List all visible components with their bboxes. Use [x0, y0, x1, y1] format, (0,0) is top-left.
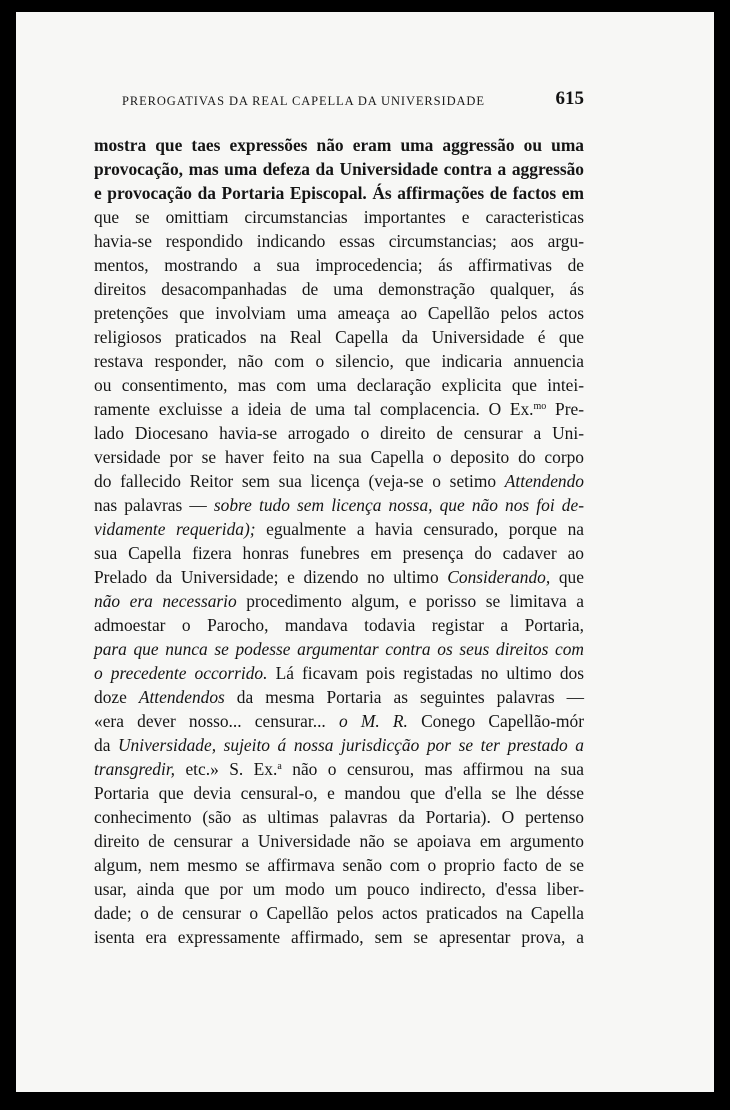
text-line	[94, 397, 584, 421]
text-line	[94, 565, 584, 589]
text-run: usar, ainda que por um modo um pouco indirecto, d'essa liber-	[94, 879, 584, 899]
text-run: sobre tudo sem licença nossa, que não nos foi de-	[213, 495, 584, 515]
text-line	[94, 685, 584, 709]
text-line	[94, 157, 584, 181]
text-run: algum, nem mesmo se affirmava senão com o proprio facto de se	[94, 855, 584, 875]
text-line	[94, 541, 584, 565]
text-run: que se omittiam circumstancias importantes e caracteristicas	[94, 207, 584, 227]
running-title: PREROGATIVAS DA REAL CAPELLA DA UNIVERSIDADE	[122, 94, 485, 108]
text-run: sua Capella fizera honras funebres em presença do cadaver ao	[94, 543, 584, 563]
text-line	[94, 325, 584, 349]
text-run: Lá ficavam pois registadas no ultimo dos	[267, 663, 584, 683]
text-line	[94, 277, 584, 301]
text-run: ou consentimento, mas com uma declaração explicita que intei-	[94, 375, 584, 395]
book-page	[16, 12, 714, 1092]
text-run: isenta era expressamente affirmado, sem se apresentar prova, a	[94, 927, 584, 947]
text-run: egualmente a havia censurado, porque na	[255, 519, 585, 539]
text-run: vidamente requerida);	[94, 519, 256, 539]
text-run: restava responder, não com o silencio, que indicaria annuencia	[94, 351, 584, 371]
text-run: doze	[94, 687, 139, 707]
text-line	[94, 661, 584, 685]
text-run: havia-se respondido indicando essas circumstancias; aos argu-	[94, 231, 584, 251]
text-run: admoestar o Parocho, mandava todavia registar a Portaria,	[94, 615, 584, 635]
text-run: para que nunca se podesse argumentar contra os seus direitos com	[94, 639, 584, 659]
text-run: procedimento algum, e porisso se limitava a	[236, 591, 584, 611]
text-line	[94, 781, 584, 805]
text-run: pretenções que involviam uma ameaça ao Capellão pelos actos	[94, 303, 584, 323]
text-run: dade; o de censurar o Capellão pelos actos praticados na Capella	[94, 903, 584, 923]
text-run: não era necessario	[94, 591, 237, 611]
text-line	[94, 181, 584, 205]
text-line	[94, 229, 584, 253]
text-line	[94, 469, 584, 493]
text-run: mo	[533, 401, 547, 412]
text-line	[94, 349, 584, 373]
text-run: direitos desacompanhadas de uma demonstração qualquer, ás	[94, 279, 584, 299]
text-line	[94, 709, 584, 733]
page-number: 615	[555, 88, 584, 109]
text-line	[94, 133, 584, 157]
text-run: transgredir,	[94, 759, 176, 779]
text-line	[94, 421, 584, 445]
text-run: não o censurou, mas affirmou na sua	[281, 759, 584, 779]
text-run: conhecimento (são as ultimas palavras da Portaria). O pertenso	[94, 807, 584, 827]
text-run: mostra que taes expressões não eram uma aggressão ou uma	[94, 135, 584, 155]
text-run: do fallecido Reitor sem sua licença (veja-se o setimo	[94, 471, 505, 491]
text-run: «era dever nosso... censurar...	[94, 711, 339, 731]
text-line	[94, 613, 584, 637]
running-header	[92, 88, 584, 114]
text-line	[94, 901, 584, 925]
text-line	[94, 877, 584, 901]
text-line	[94, 253, 584, 277]
text-run: e provocação da Portaria Episcopal. Ás affirmações de factos em	[94, 183, 584, 203]
text-line	[94, 517, 584, 541]
text-run: a	[277, 761, 282, 772]
text-line	[94, 733, 584, 757]
text-run: Pre-	[546, 399, 584, 419]
text-run: Universidade, sujeito á nossa jurisdicção por se ter prestado a	[118, 735, 585, 755]
text-line	[94, 493, 584, 517]
text-run: ramente excluisse a ideia de uma tal complacencia. O Ex.	[94, 399, 534, 419]
text-line	[94, 589, 584, 613]
body-text	[94, 133, 584, 949]
text-run: da	[94, 735, 118, 755]
text-run: que	[550, 567, 584, 587]
text-run: mentos, mostrando a sua improcedencia; ás affirmativas de	[94, 255, 584, 275]
text-run: Attendendos	[138, 687, 225, 707]
text-run: versidade por se haver feito na sua Capella o deposito do corpo	[94, 447, 584, 467]
text-run: Conego Capellão-mór	[407, 711, 584, 731]
text-run: Considerando,	[447, 567, 551, 587]
text-line	[94, 445, 584, 469]
text-line	[94, 757, 584, 781]
text-line	[94, 805, 584, 829]
text-run: o M. R.	[338, 711, 408, 731]
text-run: Attendendo	[504, 471, 584, 491]
text-run: o precedente occorrido.	[94, 663, 268, 683]
text-run: nas palavras —	[94, 495, 214, 515]
text-line	[94, 829, 584, 853]
text-run: Portaria que devia censural-o, e mandou que d'ella se lhe désse	[94, 783, 584, 803]
text-line	[94, 301, 584, 325]
text-line	[94, 853, 584, 877]
text-run: direito de censurar a Universidade não se apoiava em argumento	[94, 831, 584, 851]
text-line	[94, 925, 584, 949]
text-line	[94, 637, 584, 661]
text-run: provocação, mas uma defeza da Universidade contra a aggressão	[94, 159, 584, 179]
text-run: Prelado da Universidade; e dizendo no ultimo	[94, 567, 448, 587]
text-run: religiosos praticados na Real Capella da Universidade é que	[94, 327, 584, 347]
text-run: da mesma Portaria as seguintes palavras —	[224, 687, 584, 707]
text-line	[94, 373, 584, 397]
text-line	[94, 205, 584, 229]
text-run: etc.» S. Ex.	[175, 759, 278, 779]
text-run: lado Diocesano havia-se arrogado o direito de censurar a Uni-	[94, 423, 584, 443]
